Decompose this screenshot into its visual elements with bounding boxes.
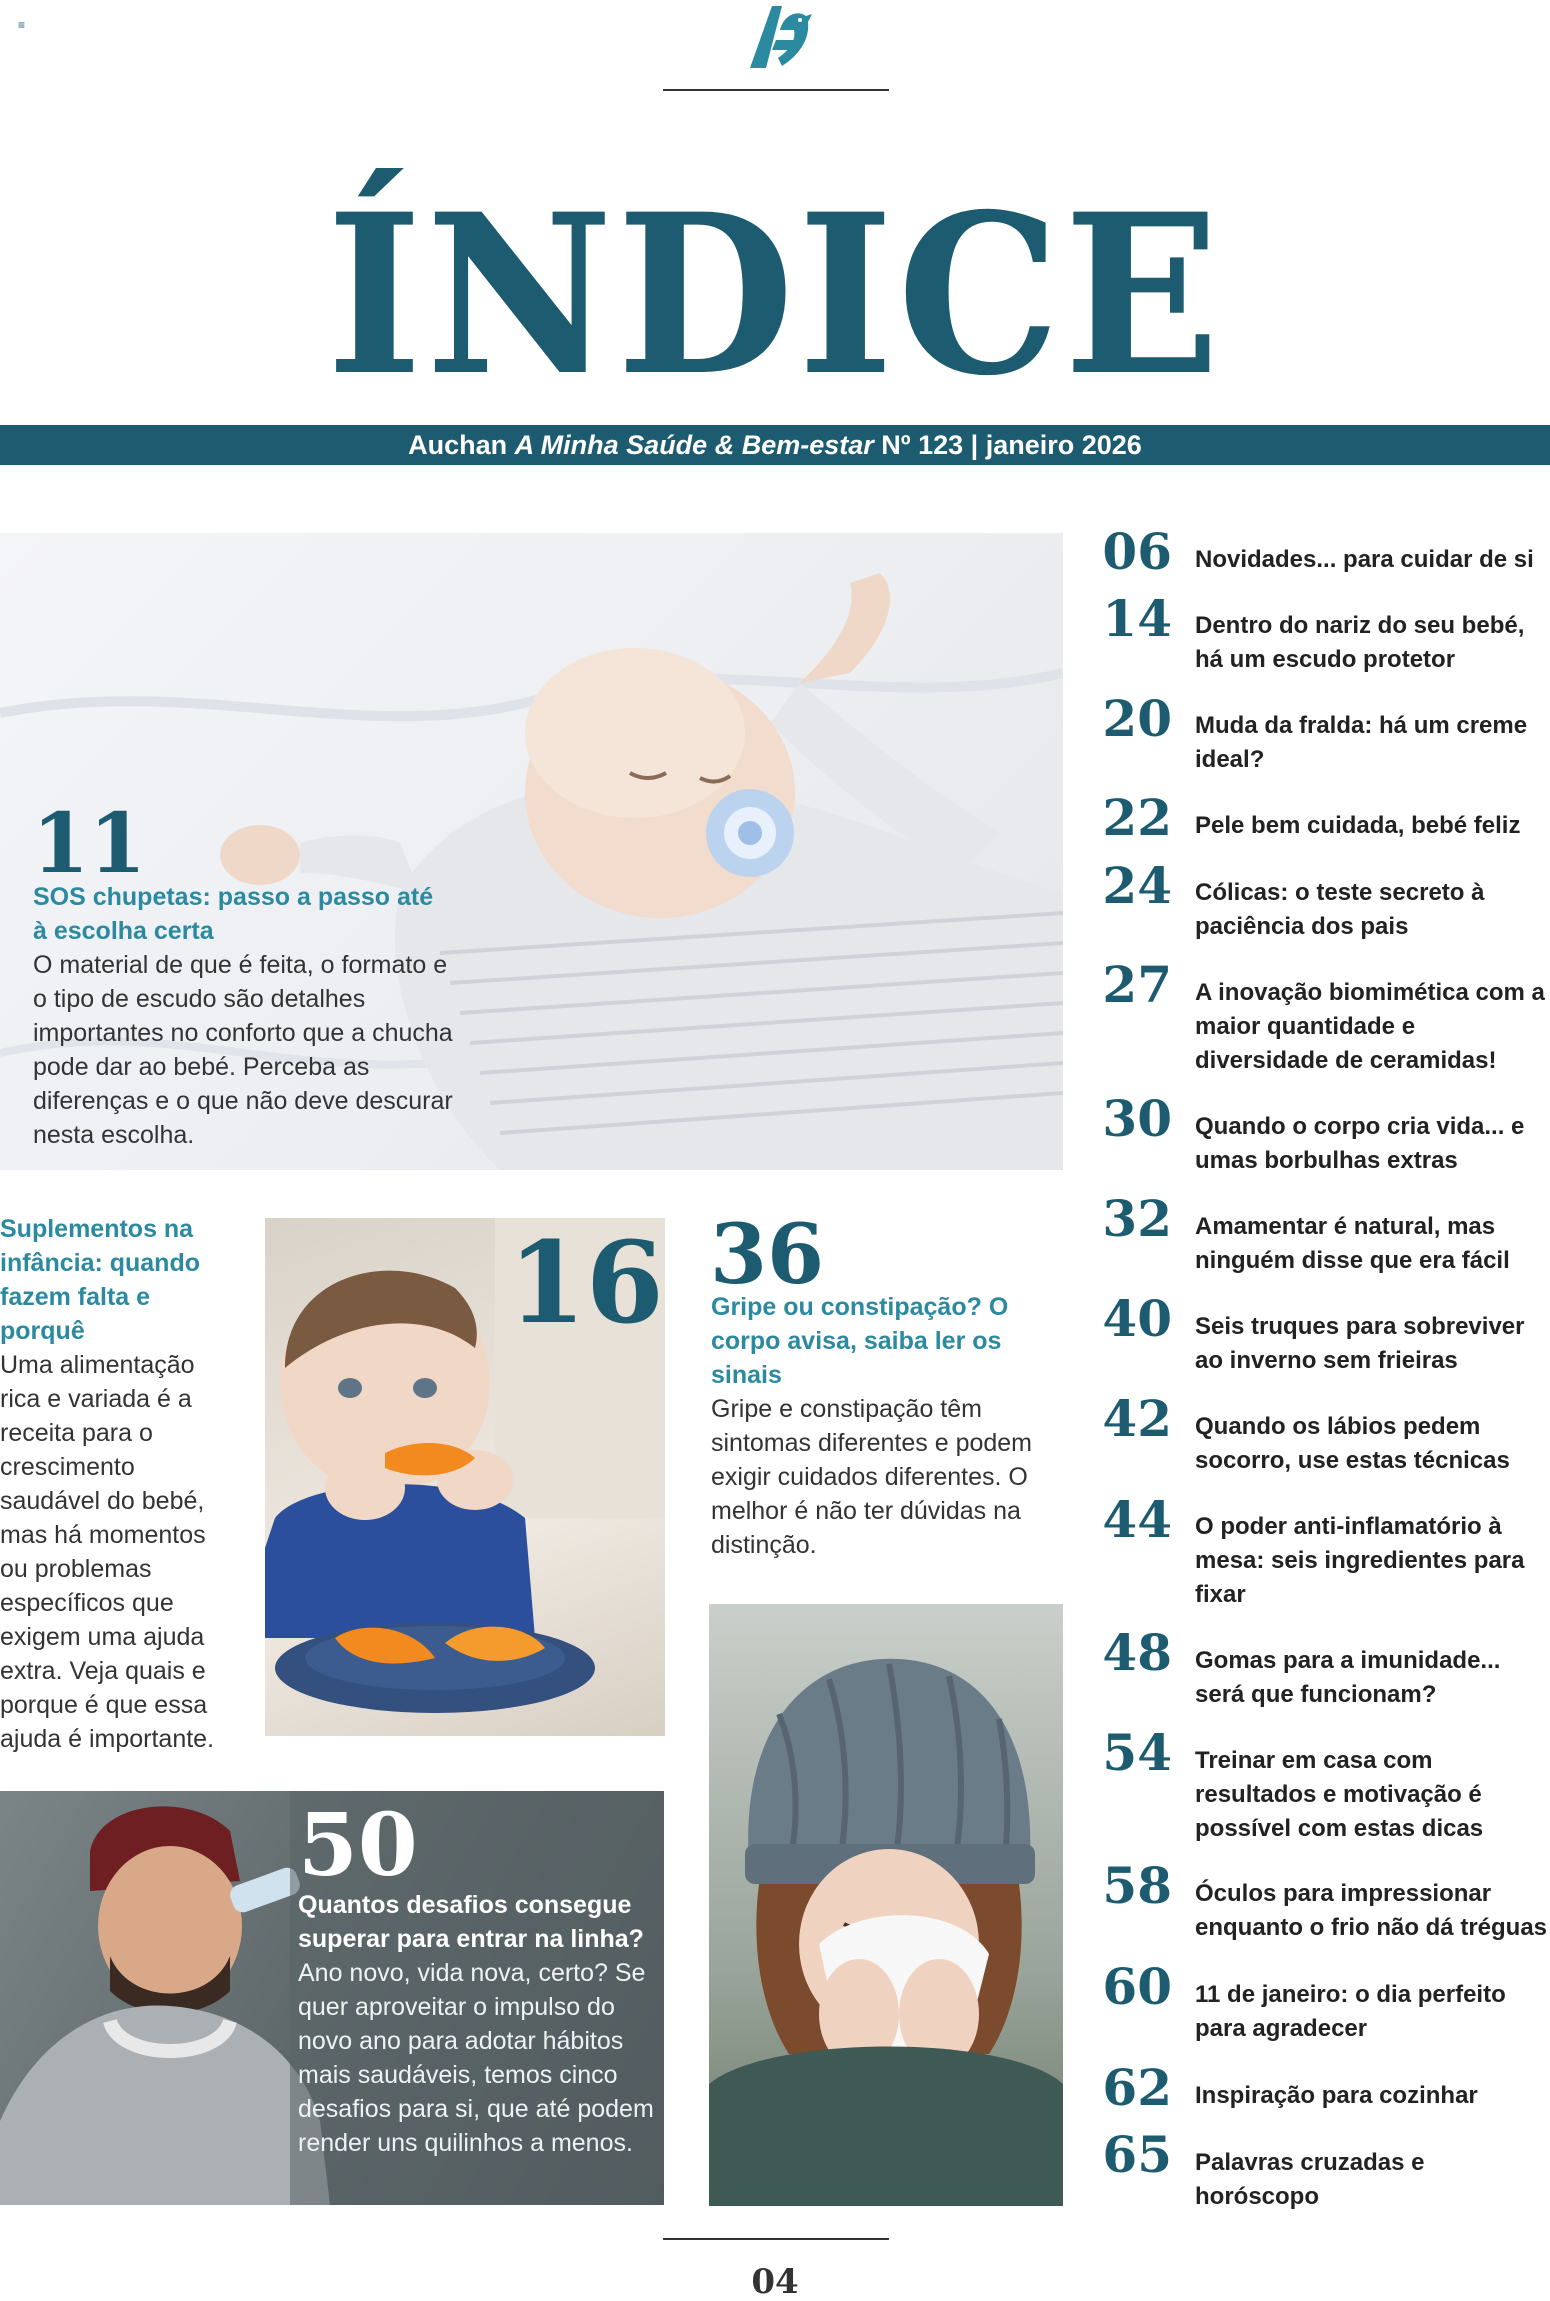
feature-36-title: Gripe ou constipação? O corpo avisa, saiba ler os sinais bbox=[711, 1293, 1009, 1389]
toc-entry[interactable]: 11 de janeiro: o dia perfeito para agradecer bbox=[1195, 1981, 1506, 2042]
feature-50-block[interactable] bbox=[298, 1888, 658, 2160]
toc-page-number: 27 bbox=[1102, 955, 1172, 1014]
toc-page-number: 22 bbox=[1102, 788, 1172, 847]
toc-entry[interactable]: Inspiração para cozinhar bbox=[1195, 2082, 1478, 2109]
toc-entry[interactable]: Palavras cruzadas e horóscopo bbox=[1195, 2149, 1425, 2210]
toc-entry[interactable]: Pele bem cuidada, bebé feliz bbox=[1195, 812, 1521, 839]
toc-entry[interactable]: Gomas para a imunidade... será que funcionam? bbox=[1195, 1647, 1501, 1708]
toc-page-number: 32 bbox=[1102, 1189, 1172, 1248]
toc-entry[interactable]: Quando o corpo cria vida... e umas borbulhas extras bbox=[1195, 1113, 1525, 1174]
feature-50-title: Quantos desafios consegue superar para entrar na linha? bbox=[298, 1891, 644, 1953]
toc-entry[interactable]: Dentro do nariz do seu bebé, há um escudo protetor bbox=[1195, 612, 1525, 673]
toc-page-number: 14 bbox=[1102, 589, 1172, 648]
banner-issue: Nº 123 | janeiro 2026 bbox=[873, 430, 1142, 460]
feature-16-title: Suplementos na infância: quando fazem falta e porquê bbox=[0, 1215, 200, 1345]
feature-50-text: Ano novo, vida nova, certo? Se quer aproveitar o impulso do novo ano para adotar hábitos mais saudáveis, temos cinco desafios para si, que até podem render uns quilinhos a menos. bbox=[298, 1959, 654, 2157]
toc-page-number: 06 bbox=[1102, 522, 1172, 581]
toc-page-number: 58 bbox=[1102, 1856, 1172, 1915]
toc-entry[interactable]: Muda da fralda: há um creme ideal? bbox=[1195, 712, 1528, 773]
feature-11-block[interactable] bbox=[33, 880, 453, 1152]
page-number: 04 bbox=[751, 2262, 799, 2301]
toc-page-number: 44 bbox=[1102, 1490, 1172, 1549]
toc-page-number: 40 bbox=[1102, 1289, 1172, 1348]
header-rule bbox=[663, 89, 889, 91]
menu-icon[interactable]: ≡ bbox=[18, 18, 26, 32]
toc-entry[interactable]: Óculos para impressionar enquanto o frio não dá tréguas bbox=[1195, 1880, 1548, 1941]
toc-entry[interactable]: Novidades... para cuidar de si bbox=[1195, 546, 1534, 573]
feature-50-number: 50 bbox=[298, 1795, 418, 1896]
feature-16-number: 16 bbox=[508, 1218, 664, 1349]
footer-rule bbox=[663, 2238, 889, 2240]
feature-36-text: Gripe e constipação têm sintomas diferentes e podem exigir cuidados diferentes. O melhor é não ter dúvidas na distinção. bbox=[711, 1395, 1033, 1559]
toc-page-number: 62 bbox=[1102, 2058, 1172, 2117]
woman-sneezing-photo bbox=[709, 1604, 1063, 2206]
toc-page-number: 42 bbox=[1102, 1389, 1172, 1448]
toc-entry[interactable]: Treinar em casa com resultados e motivação é possível com estas dicas bbox=[1195, 1747, 1484, 1842]
feature-16-block[interactable] bbox=[0, 1212, 240, 1756]
banner-brand: Auchan bbox=[408, 430, 515, 460]
magazine-banner bbox=[0, 425, 1550, 465]
feature-11-text: O material de que é feita, o formato e o tipo de escudo são detalhes importantes no conforto que a chucha pode dar ao bebé. Perceba as diferenças e o que não deve descurar nesta escolha. bbox=[33, 951, 453, 1149]
feature-11-title: SOS chupetas: passo a passo até à escolha certa bbox=[33, 883, 434, 945]
toc-entry[interactable]: A inovação biomimética com a maior quantidade e diversidade de ceramidas! bbox=[1195, 979, 1545, 1074]
toc-entry[interactable]: O poder anti-inflamatório à mesa: seis ingredientes para fixar bbox=[1195, 1513, 1525, 1608]
page-title: ÍNDICE bbox=[326, 165, 1224, 424]
toc-page-number: 65 bbox=[1102, 2125, 1172, 2184]
toc-page-number: 60 bbox=[1102, 1957, 1172, 2016]
feature-16-text: Uma alimentação rica e variada é a receita para o crescimento saudável do bebé, mas há momentos ou problemas específicos que exigem uma ajuda extra. Veja quais e porque é que essa ajuda é importante. bbox=[0, 1351, 215, 1753]
toc-entry[interactable]: Quando os lábios pedem socorro, use estas técnicas bbox=[1195, 1413, 1510, 1474]
toc-page-number: 54 bbox=[1102, 1723, 1172, 1782]
feature-36-block[interactable] bbox=[711, 1290, 1071, 1562]
toc-entry[interactable]: Amamentar é natural, mas ninguém disse que era fácil bbox=[1195, 1213, 1510, 1274]
toc-page-number: 30 bbox=[1102, 1089, 1172, 1148]
toc-entry[interactable]: Seis truques para sobreviver ao inverno sem frieiras bbox=[1195, 1313, 1525, 1374]
toc-page-number: 48 bbox=[1102, 1623, 1172, 1682]
banner-magazine-name: A Minha Saúde & Bem-estar bbox=[514, 430, 874, 460]
feature-11-number: 11 bbox=[32, 796, 147, 892]
toc-entry[interactable]: Cólicas: o teste secreto à paciência dos pais bbox=[1195, 879, 1485, 940]
auchan-bird-logo bbox=[732, 0, 822, 70]
feature-36-number: 36 bbox=[710, 1207, 825, 1303]
toc-page-number: 20 bbox=[1102, 689, 1172, 748]
toc-page-number: 24 bbox=[1102, 856, 1172, 915]
